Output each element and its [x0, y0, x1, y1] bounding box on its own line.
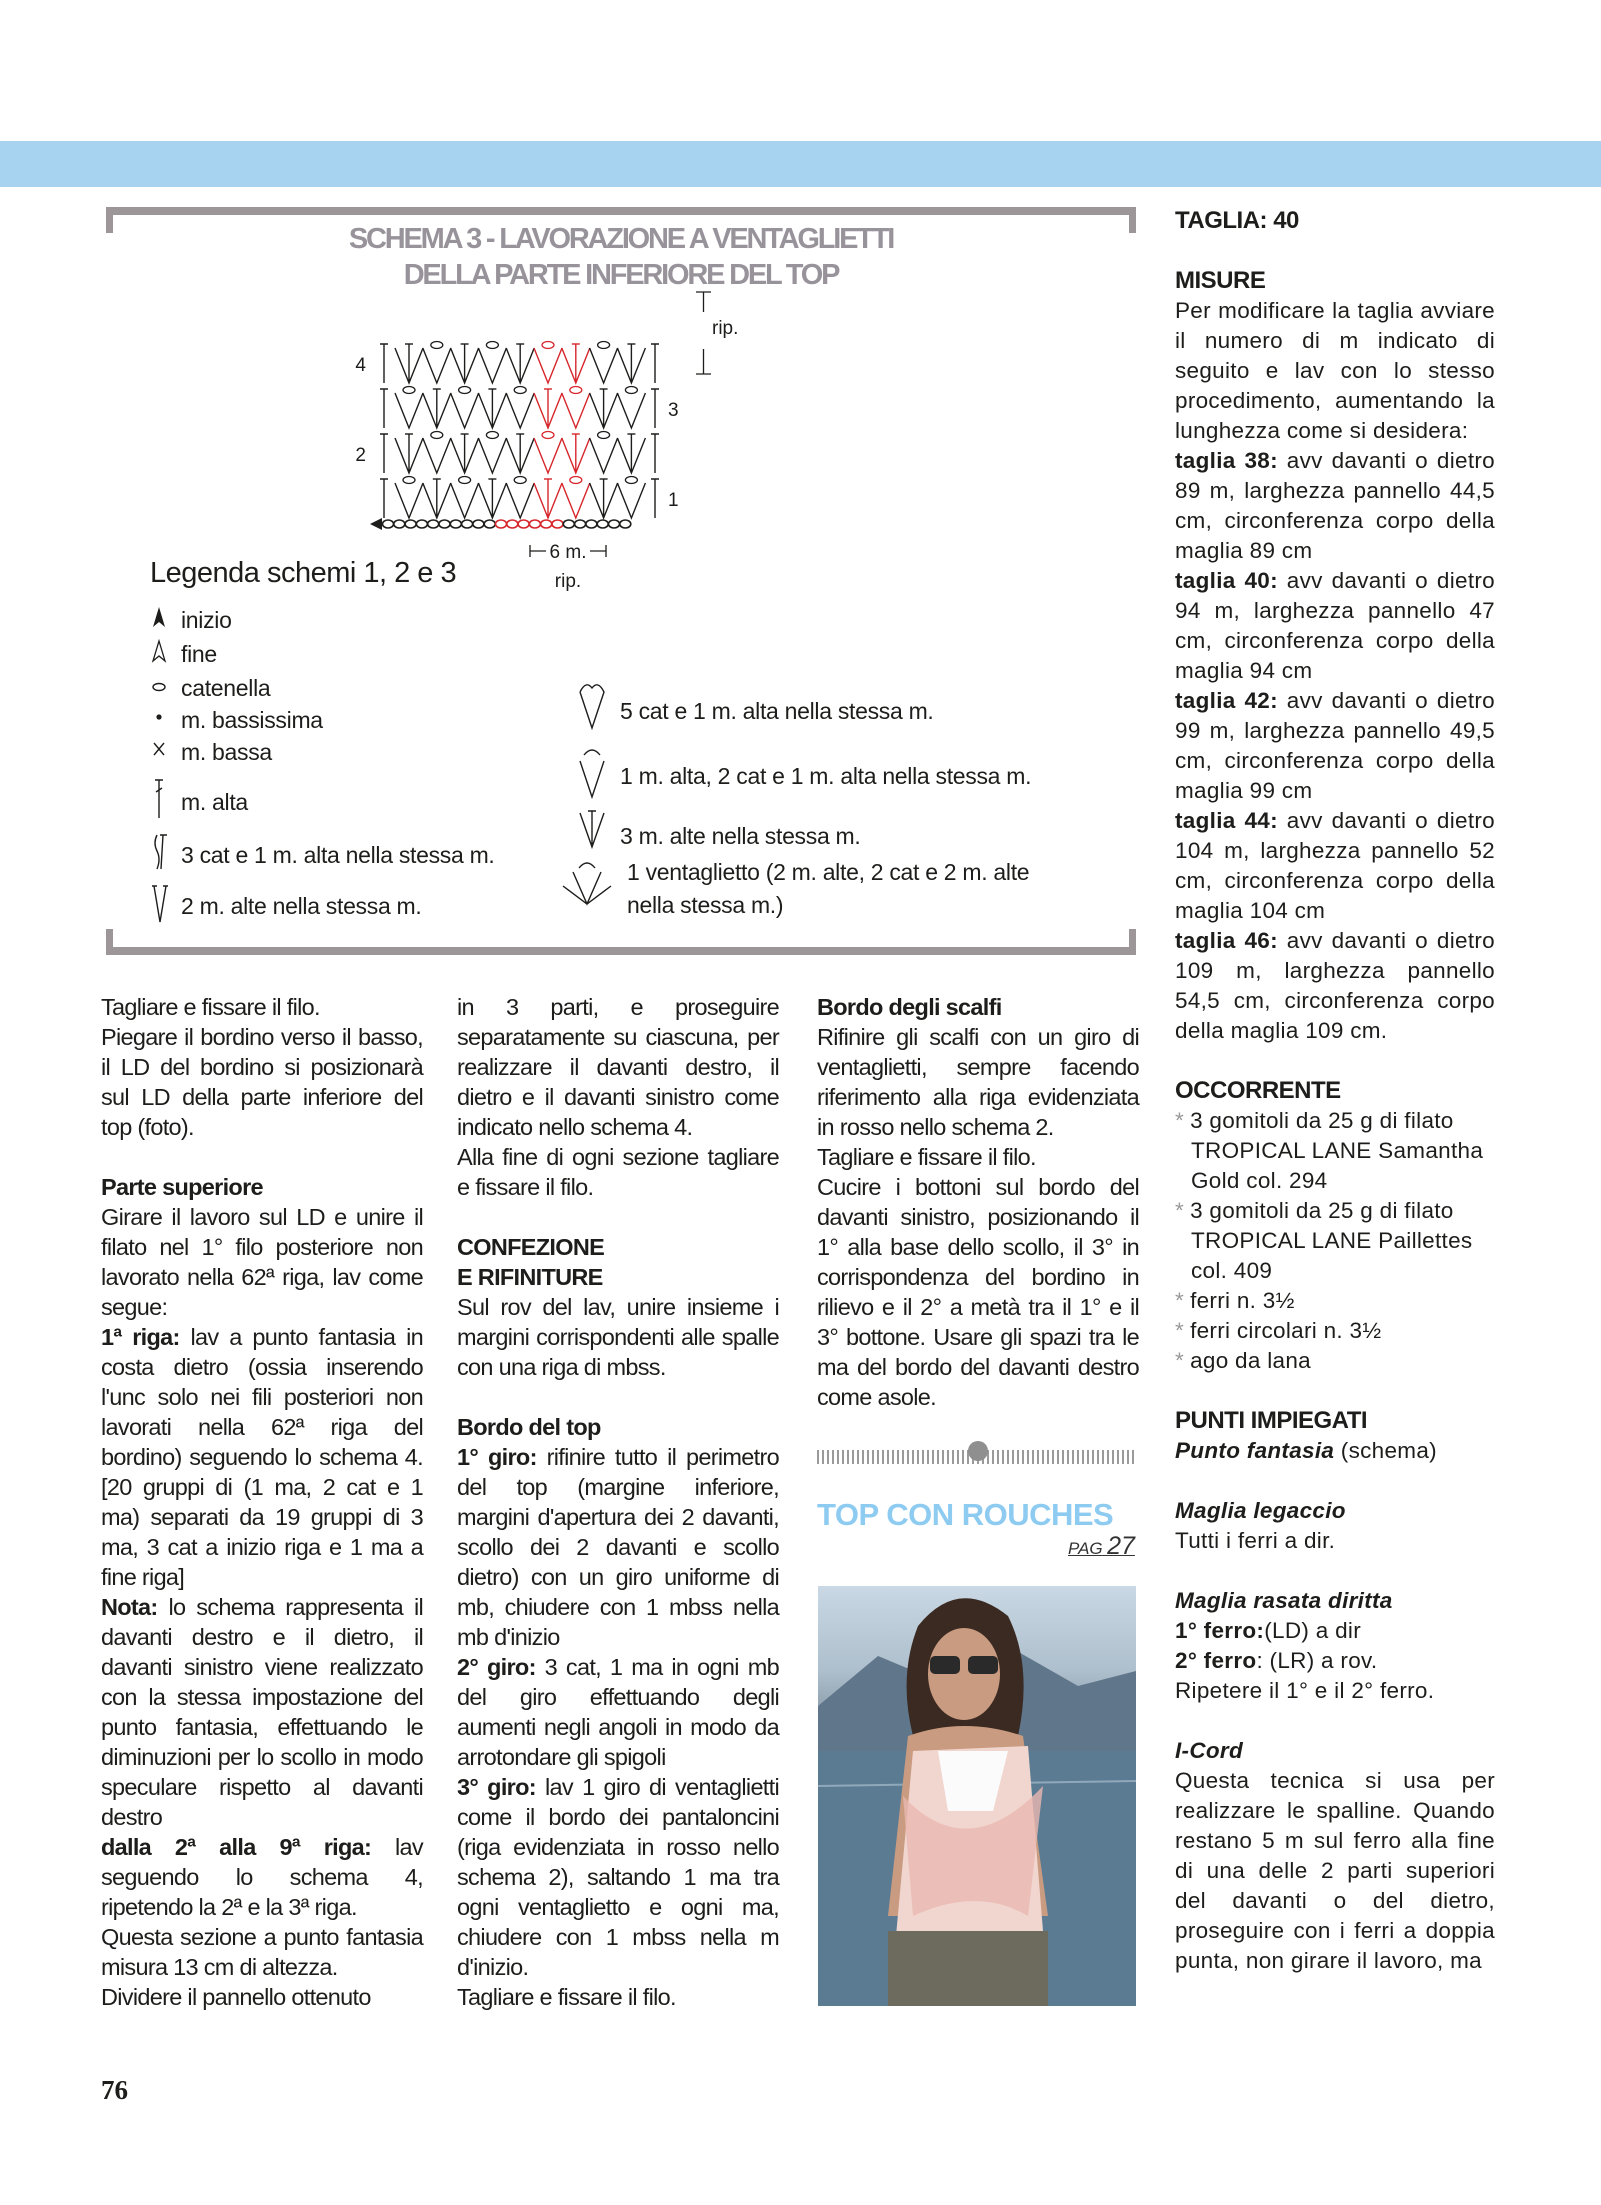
promo-page-link[interactable] — [1068, 1532, 1135, 1561]
chain-stitch — [586, 520, 597, 528]
size-label: taglia 38: — [1175, 448, 1278, 473]
paragraph-text: Sul rov del lav, unire insieme i margini corrispondenti alle spalle con una riga di mbss. — [457, 1294, 779, 1380]
materials-text: 3 gomitoli da 25 g di filato TROPICAL LANE Paillettes col. 409 — [1190, 1198, 1473, 1283]
legend-label-line: 5 cat e 1 m. alta nella stessa m. — [620, 697, 934, 724]
repeat-label: rip. — [712, 318, 739, 339]
chain-stitch — [518, 520, 529, 528]
spacer — [457, 1382, 779, 1412]
legend-label-line: m. alta — [181, 788, 248, 815]
bullet-icon: * — [1175, 1198, 1185, 1223]
bullet-icon: * — [1175, 1288, 1185, 1313]
chain-stitch — [416, 520, 427, 528]
stitch-entry — [1175, 1436, 1495, 1466]
fan-stitch — [590, 348, 618, 383]
chain-loop — [542, 342, 554, 349]
paragraph: Per modificare la taglia avviare il numero di m indicato di seguito e lav con lo stesso procedimento, aumentando la lunghezza come si desidera: — [1175, 298, 1495, 443]
three-dc-stitch — [478, 479, 506, 518]
paragraph — [457, 1292, 779, 1382]
row-instruction — [1175, 1616, 1495, 1646]
chain-icon — [151, 673, 181, 703]
spacer — [1175, 1466, 1495, 1496]
repeat-bracket-vertical — [696, 292, 711, 374]
start-arrow-icon — [151, 605, 181, 635]
header-color-band — [0, 141, 1601, 187]
size-entry — [1175, 686, 1495, 806]
spacer — [1175, 1706, 1495, 1736]
paragraph — [817, 1172, 1139, 1412]
paragraph-text: Rifinire gli scalfi con un giro di ventaglietti, sempre facendo riferimento alla riga evidenziata in rosso nello schema 2. — [817, 1024, 1139, 1140]
legend-item — [151, 639, 217, 669]
paragraph — [101, 1322, 423, 1592]
legend-label — [181, 675, 270, 702]
chain-loop — [459, 387, 471, 394]
size-text: avv davanti o dietro 104 m, larghezza pannello 52 cm, circonferenza corpo della maglia 104 cm — [1175, 808, 1495, 923]
paragraph — [457, 1142, 779, 1202]
size-label: taglia 40: — [1175, 568, 1278, 593]
paragraph — [817, 1022, 1139, 1142]
chain-loop — [431, 342, 443, 349]
legend-label-line: inizio — [181, 606, 232, 633]
three-dc-stitch — [590, 479, 618, 518]
paragraph-text: in 3 parti, e proseguire separatamente su ciascuna, per realizzare il davanti destro, il dietro e il davanti sinistro come indicato nello schema 4. — [457, 994, 779, 1140]
paragraph-text: Tagliare e fissare il filo. — [101, 994, 320, 1020]
legend-label — [620, 698, 934, 725]
single-crochet-icon — [151, 737, 181, 767]
size-text: avv davanti o dietro 99 m, larghezza pannello 49,5 cm, circonferenza corpo della maglia 99 cm — [1175, 688, 1495, 803]
fan-stitch — [617, 393, 645, 428]
end-arrow-icon — [151, 639, 181, 669]
chain-loop — [486, 342, 498, 349]
fan-stitch — [423, 348, 451, 383]
spacer — [1175, 236, 1495, 266]
paragraph — [101, 1982, 423, 2012]
materials-item — [1175, 1106, 1495, 1196]
three-dc-stitch — [451, 344, 479, 383]
three-dc-stitch — [395, 344, 423, 383]
legend-label-line: m. bassissima — [181, 706, 323, 733]
legend-title: Legenda schemi 1, 2 e 3 — [150, 557, 457, 589]
chain-loop — [403, 477, 415, 484]
chain-stitch — [394, 520, 405, 528]
three-dc-stitch — [395, 434, 423, 473]
section-heading: CONFEZIONE — [457, 1234, 605, 1260]
fan-stitch — [478, 438, 506, 473]
chain-loop — [625, 387, 637, 394]
paragraph-lead: Nota: — [101, 1594, 158, 1620]
chain-loop — [514, 477, 526, 484]
three-dc-stitch — [562, 434, 590, 473]
paragraph-text: Alla fine di ogni sezione tagliare e fissare il filo. — [457, 1144, 779, 1200]
stitch-name: Maglia legaccio — [1175, 1498, 1346, 1523]
legend-item — [561, 859, 1029, 919]
chain-stitch — [620, 520, 631, 528]
chain-loop — [486, 432, 498, 439]
paragraph-text: Questa sezione a punto fantasia misura 13 cm di altezza. — [101, 1924, 423, 1980]
stitch-name: Punto fantasia — [1175, 1438, 1335, 1463]
size-entry — [1175, 806, 1495, 926]
size-text: avv davanti o dietro 109 m, larghezza pannello 54,5 cm, circonferenza corpo della maglia 109 cm. — [1175, 928, 1495, 1043]
paragraph-lead: 3° giro: — [457, 1774, 536, 1800]
paragraph — [101, 1022, 423, 1142]
two-dc-icon — [151, 882, 181, 930]
legend-label — [181, 739, 272, 766]
chain-loop — [542, 432, 554, 439]
chain-loop — [570, 477, 582, 484]
section-heading: PUNTI IMPIEGATI — [1175, 1407, 1368, 1434]
fan-stitch — [506, 483, 534, 518]
row-label: 4 — [355, 355, 366, 376]
paragraph — [457, 1442, 779, 1652]
legend-label — [620, 823, 861, 850]
size-entry — [1175, 566, 1495, 686]
three-dc-stitch — [534, 389, 562, 428]
legend-label-line: fine — [181, 640, 217, 667]
paragraph-text: Girare il lavoro sul LD e unire il filato nel 1° filo posteriore non lavorato nella 62ª riga, lav come segue: — [101, 1204, 423, 1320]
paragraph-text: lav 1 giro di ventaglietti come il bordo dei pantaloncini (riga evidenziata in rosso nello schema 2), saltando 1 ma tra ogni ventaglietto e ogni ma, chiudere con 1 mbss nella m d'inizio. — [457, 1774, 779, 1980]
row-label: 2° ferro — [1175, 1648, 1257, 1673]
divider-dot — [968, 1441, 988, 1461]
spacer — [1175, 1046, 1495, 1076]
three-dc-stitch — [423, 389, 451, 428]
chain-loop — [598, 342, 610, 349]
size-label: taglia 46: — [1175, 928, 1278, 953]
legend-item — [151, 831, 495, 879]
materials-item — [1175, 1286, 1495, 1316]
chain-stitch — [552, 520, 563, 528]
fan-stitch — [562, 393, 590, 428]
chain-stitch — [405, 520, 416, 528]
chain-stitch — [383, 520, 394, 528]
text-column-3 — [817, 992, 1139, 1412]
row-label: 3 — [668, 400, 679, 421]
fan-stitch — [423, 438, 451, 473]
chain3-dc-icon — [151, 831, 181, 879]
legend-label-line: 3 cat e 1 m. alta nella stessa m. — [181, 841, 495, 868]
legend-item — [576, 747, 1031, 805]
paragraph — [101, 1592, 423, 1832]
schema-3-box — [106, 207, 1136, 955]
chain-loop — [403, 387, 415, 394]
fan-stitch — [534, 438, 562, 473]
paragraph — [101, 1922, 423, 1982]
paragraph — [457, 992, 779, 1142]
row-label: 2 — [355, 445, 366, 466]
three-dc-icon — [576, 807, 620, 865]
schema-title-line2: DELLA PARTE INFERIORE DEL TOP — [403, 259, 839, 291]
legend-item — [151, 705, 323, 735]
materials-text: ago da lana — [1190, 1348, 1311, 1373]
section-heading: Parte superiore — [101, 1174, 263, 1200]
materials-item — [1175, 1346, 1495, 1376]
chain-loop — [598, 432, 610, 439]
sidebar-info — [1175, 206, 1495, 1976]
fan-stitch — [395, 483, 423, 518]
chain-stitch — [563, 520, 574, 528]
chain-stitch — [496, 520, 507, 528]
paragraph-text: Cucire i bottoni sul bordo del davanti sinistro, posizionando il 1° alla base dello scollo, il 3° in corrispondenza del bordino in rilievo e il 2° a metà tra il 1° e il 3° bottone. Usare gli spazi tra le ma del bordo del davanti destro come asole. — [817, 1174, 1139, 1410]
stitch-name: Maglia rasata diritta — [1175, 1588, 1393, 1613]
paragraph — [101, 1202, 423, 1322]
paragraph — [101, 992, 423, 1022]
chain-stitch — [575, 520, 586, 528]
chain-stitch — [450, 520, 461, 528]
fan-stitch — [534, 348, 562, 383]
chain-stitch — [428, 520, 439, 528]
spacer — [101, 1142, 423, 1172]
bullet-icon: * — [1175, 1348, 1185, 1373]
paragraph-lead: 2° giro: — [457, 1654, 536, 1680]
section-heading: E RIFINITURE — [457, 1264, 603, 1290]
materials-text: ferri circolari n. 3½ — [1190, 1318, 1382, 1343]
fan-stitch — [451, 393, 479, 428]
chain-loop — [459, 477, 471, 484]
text-column-1 — [101, 992, 423, 2012]
section-heading: Bordo degli scalfi — [817, 994, 1002, 1020]
legend-label-line: 2 m. alte nella stessa m. — [181, 892, 422, 919]
fan-stitch — [562, 483, 590, 518]
page-label: PAG — [1068, 1539, 1103, 1558]
chain-loop — [570, 387, 582, 394]
repeat-width-sublabel: rip. — [554, 571, 582, 592]
legend-label-line: catenella — [181, 674, 271, 701]
paragraph — [457, 1652, 779, 1772]
chain-stitch — [609, 520, 620, 528]
legend-label-line: 1 m. alta, 2 cat e 1 m. alta nella stessa m. — [620, 762, 1032, 789]
chain-stitch — [529, 520, 540, 528]
fan-stitch — [395, 393, 423, 428]
legend-label — [627, 859, 1029, 919]
legend-label — [181, 607, 232, 634]
paragraph-text: lav seguendo lo schema 4, ripetendo la 2ª e la 3ª riga. — [101, 1834, 423, 1920]
legend-item — [151, 778, 248, 826]
double-crochet-icon — [151, 778, 181, 826]
legend-label-line: nella stessa m.) — [627, 892, 784, 918]
legend-label — [181, 842, 495, 869]
slip-stitch-icon — [151, 705, 181, 735]
chain-stitch — [507, 520, 518, 528]
chain-stitch — [597, 520, 608, 528]
legend-label — [181, 707, 323, 734]
spacer — [1175, 1556, 1495, 1586]
legend-label-line: 1 ventaglietto (2 m. alte, 2 cat e 2 m. alte — [627, 859, 1030, 885]
three-dc-stitch — [478, 389, 506, 428]
row-label: 1 — [668, 490, 679, 511]
paragraph-text: 3 cat, 1 ma in ogni mb del giro effettuando degli aumenti negli angoli in modo da arrotondare gli spigoli — [457, 1654, 779, 1770]
chain-loop — [431, 432, 443, 439]
paragraph: Ripetere il 1° e il 2° ferro. — [1175, 1678, 1435, 1703]
legend-label — [181, 641, 217, 668]
size-label: taglia 42: — [1175, 688, 1278, 713]
repeat-width-label: 6 m. — [549, 542, 587, 563]
stitch-note: (schema) — [1340, 1438, 1437, 1463]
chain-loop — [514, 387, 526, 394]
divider — [106, 947, 1136, 955]
chain5-dc-icon — [576, 682, 620, 740]
promo-title: TOP CON ROUCHES — [817, 1497, 1114, 1532]
legend-item — [576, 807, 861, 865]
materials-item — [1175, 1316, 1495, 1346]
legend-item — [151, 737, 272, 767]
three-dc-stitch — [506, 344, 534, 383]
spacer — [457, 1202, 779, 1232]
section-heading: MISURE — [1175, 267, 1266, 294]
row-text: (LD) a dir — [1264, 1618, 1361, 1643]
fan-icon — [561, 860, 627, 918]
materials-text: 3 gomitoli da 25 g di filato TROPICAL LANE Samantha Gold col. 294 — [1190, 1108, 1484, 1193]
paragraph-text: Dividere il pannello ottenuto — [101, 1984, 371, 2010]
paragraph — [457, 1772, 779, 1982]
start-arrow-icon — [370, 518, 382, 530]
legend-label-line: m. bassa — [181, 738, 272, 765]
chain-stitch — [541, 520, 552, 528]
page-number: 76 — [101, 2075, 128, 2105]
divider — [1129, 929, 1136, 955]
row-instruction — [1175, 1646, 1495, 1676]
text-column-2 — [457, 992, 779, 2012]
paragraph-text: lo schema rappresenta il davanti destro e il dietro, il davanti sinistro viene realizzato con la stessa impostazione del punto fantasia, effettuando le diminuzioni per lo scollo in modo speculare rispetto al davanti destro — [101, 1594, 423, 1830]
crochet-chart — [336, 269, 896, 599]
size-entry — [1175, 446, 1495, 566]
divider — [106, 929, 113, 955]
fan-stitch — [617, 483, 645, 518]
chain-stitch — [473, 520, 484, 528]
legend-label — [181, 789, 248, 816]
legend-label — [620, 763, 1031, 790]
paragraph-text: Tagliare e fissare il filo. — [817, 1144, 1036, 1170]
legend-item — [151, 673, 270, 703]
legend-item — [151, 605, 232, 635]
three-dc-stitch — [617, 344, 645, 383]
legend-label — [181, 893, 422, 920]
materials-text: ferri n. 3½ — [1190, 1288, 1295, 1313]
chain-stitch — [484, 520, 495, 528]
size-text: avv davanti o dietro 94 m, larghezza pannello 47 cm, circonferenza corpo della maglia 94 cm — [1175, 568, 1495, 683]
fan-stitch — [451, 483, 479, 518]
bullet-icon: * — [1175, 1108, 1185, 1133]
v-stitch-icon — [576, 747, 620, 805]
paragraph-text: Tagliare e fissare il filo. — [457, 1984, 676, 2010]
three-dc-stitch — [562, 344, 590, 383]
fan-stitch — [506, 393, 534, 428]
paragraph — [457, 1982, 779, 2012]
paragraph-text: Piegare il bordino verso il basso, il LD del bordino si posizionarà sul LD della parte inferiore del top (foto). — [101, 1024, 423, 1140]
row-text: : (LR) a rov. — [1256, 1648, 1378, 1673]
legend-item — [576, 682, 934, 740]
paragraph-lead: 1ª riga: — [101, 1324, 180, 1350]
model-photo — [818, 1586, 1136, 2006]
paragraph-text: lav a punto fantasia in costa dietro (ossia inserendo l'unc solo nei fili posteriori non lavorati nella 62ª riga del bordino) seguendo lo schema 4. [20 gruppi di (1 ma, 2 cat e 1 ma) separati da 19 gruppi di 3 ma, 3 cat a inizio riga e 1 ma a fine riga] — [101, 1324, 423, 1590]
section-heading: Bordo del top — [457, 1414, 601, 1440]
chain-loop — [625, 477, 637, 484]
paragraph-text: rifinire tutto il perimetro del top (margine inferiore, margini d'apertura dei 2 davanti, scollo dei 2 davanti e scollo dietro) con un giro uniforme di mb, chiudere con 1 mbss nella mb d'inizio — [457, 1444, 779, 1650]
three-dc-stitch — [590, 389, 618, 428]
page-number-ref: 27 — [1107, 1532, 1135, 1560]
fan-stitch — [590, 438, 618, 473]
three-dc-stitch — [451, 434, 479, 473]
photo-illustration — [818, 1586, 1136, 2006]
section-heading: OCCORRENTE — [1175, 1077, 1341, 1104]
fan-stitch — [478, 348, 506, 383]
paragraph-lead: 1° giro: — [457, 1444, 537, 1470]
size-label: taglia 44: — [1175, 808, 1278, 833]
schema-title-line1: SCHEMA 3 - LAVORAZIONE A VENTAGLIETTI — [348, 223, 894, 255]
legend-label-line: 3 m. alte nella stessa m. — [620, 822, 861, 849]
chain-stitch — [462, 520, 473, 528]
bullet-icon: * — [1175, 1318, 1185, 1343]
row-label: 1° ferro: — [1175, 1618, 1265, 1643]
size-entry — [1175, 926, 1495, 1046]
divider — [106, 207, 1136, 215]
paragraph — [101, 1832, 423, 1922]
size-text: avv davanti o dietro 89 m, larghezza pannello 44,5 cm, circonferenza corpo della maglia 89 cm — [1175, 448, 1495, 563]
paragraph — [817, 1142, 1139, 1172]
materials-item — [1175, 1196, 1495, 1286]
three-dc-stitch — [423, 479, 451, 518]
paragraph: Tutti i ferri a dir. — [1175, 1528, 1336, 1553]
stitch-name: I-Cord — [1175, 1738, 1244, 1763]
paragraph-lead: dalla 2ª alla 9ª riga: — [101, 1834, 372, 1860]
chain-stitch — [439, 520, 450, 528]
three-dc-stitch — [534, 479, 562, 518]
spacer — [1175, 1376, 1495, 1406]
legend-item — [151, 882, 422, 930]
size-heading: TAGLIA: 40 — [1175, 207, 1299, 234]
three-dc-stitch — [617, 434, 645, 473]
paragraph: Questa tecnica si usa per realizzare le spalline. Quando restano 5 m sul ferro alla fine di una delle 2 parti superiori del davanti o del dietro, proseguire con i ferri a doppia punta, non girare il lavoro, ma — [1175, 1768, 1495, 1973]
three-dc-stitch — [506, 434, 534, 473]
